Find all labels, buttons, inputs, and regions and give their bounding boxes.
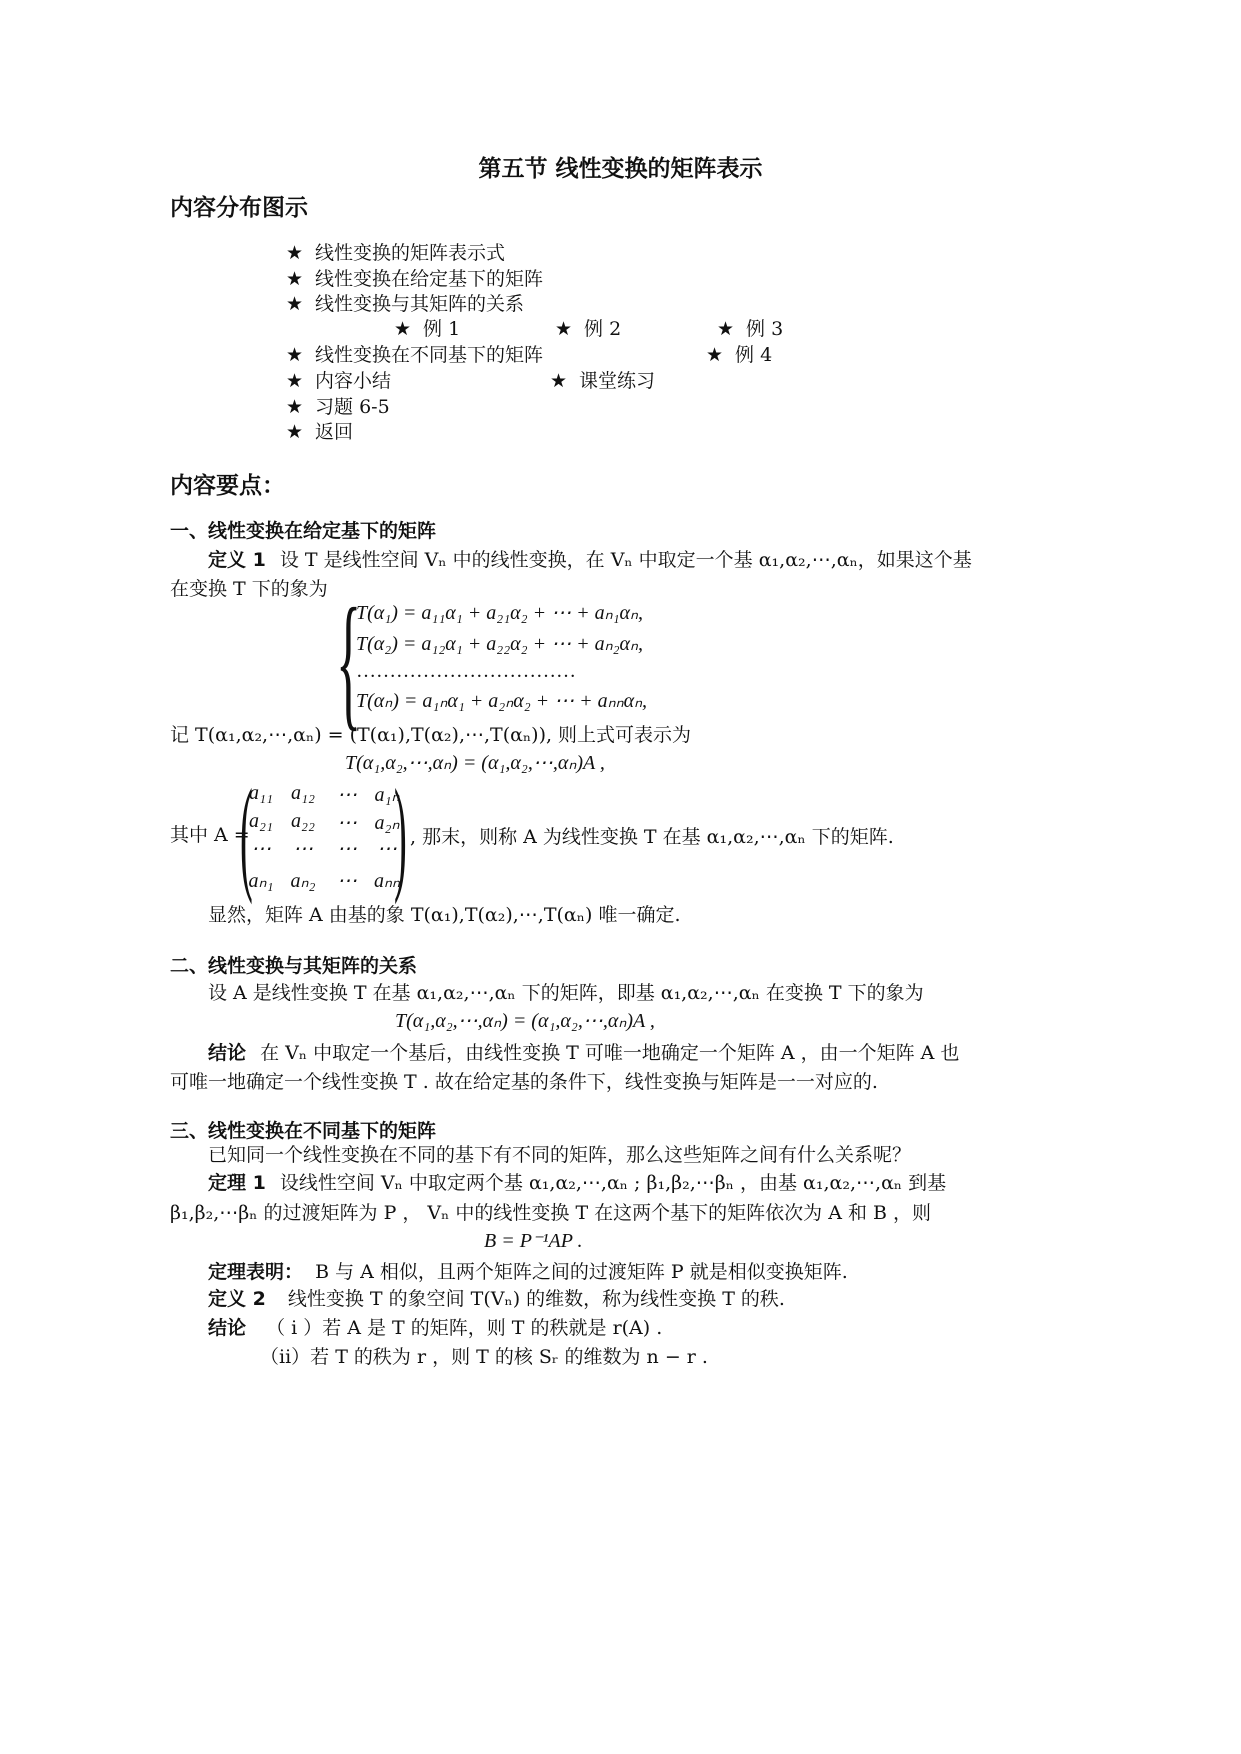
definition-2 — [208, 1284, 785, 1311]
conclusion-1 — [208, 1038, 959, 1065]
matrix-cell: ⋯ — [337, 838, 357, 860]
matrix-suffix: , 那末，则称 A 为线性变换 T 在基 α₁,α₂,⋯,αₙ 下的矩阵. — [410, 826, 894, 848]
nav-transform-matrix-relation[interactable] — [286, 289, 524, 316]
similarity-equation: B = P⁻¹AP . — [484, 1230, 583, 1252]
nav-label: 返回 — [315, 421, 354, 443]
matrix-cell: ⋯ — [337, 870, 357, 892]
nav-label: 例 2 — [584, 318, 622, 340]
conclusion-2 — [208, 1313, 662, 1340]
section-3-intro: 已知同一个线性变换在不同的基下有不同的矩阵，那么这些矩阵之间有什么关系呢？ — [208, 1144, 912, 1166]
theorem-1 — [208, 1168, 946, 1195]
matrix-cell: a₂₁ — [249, 810, 273, 832]
star-icon: ★ — [706, 344, 724, 366]
matrix-cell: aₙ₂ — [290, 870, 316, 892]
matrix-right-paren: ) — [394, 763, 407, 905]
section-1-heading: 一、线性变换在给定基下的矩阵 — [170, 520, 437, 542]
nav-label: 例 1 — [423, 318, 461, 340]
matrix-cell: aₙₙ — [374, 870, 400, 892]
theorem-1-text: 设线性空间 Vₙ 中取定两个基 α₁,α₂,⋯,αₙ ; β₁,β₂,⋯βₙ ，由基 α₁,α₂,⋯,αₙ 到基 — [279, 1172, 947, 1194]
conclusion-continued: 可唯一地确定一个线性变换 T . 故在给定基的条件下，线性变换与矩阵是一一对应的. — [170, 1071, 878, 1093]
definition-1-label: 定义 1 — [208, 549, 266, 571]
conclusion-item-i: （ i ）若 A 是 T 的矩阵，则 T 的秩就是 r(A) . — [266, 1317, 663, 1339]
section-3-heading: 三、线性变换在不同基下的矩阵 — [170, 1120, 437, 1142]
definition-1 — [208, 545, 972, 572]
section-2-equation: T(α₁,α₂,⋯,αₙ) = (α₁,α₂,⋯,αₙ)A , — [395, 1010, 655, 1032]
section-2-text: 设 A 是线性变换 T 在基 α₁,α₂,⋯,αₙ 下的矩阵，即基 α₁,α₂,⋯,αₙ 在变换 T 下的象为 — [208, 982, 924, 1004]
matrix-cell: ⋯ — [251, 838, 271, 860]
star-icon: ★ — [286, 242, 304, 264]
conclusion-label: 结论 — [208, 1317, 247, 1339]
nav-example-2[interactable] — [555, 314, 621, 341]
matrix-cell: ⋯ — [293, 838, 313, 860]
outline-heading: 内容分布图示 — [170, 195, 308, 221]
matrix-equation: T(α₁,α₂,⋯,αₙ) = (α₁,α₂,⋯,αₙ)A , — [345, 752, 605, 774]
nav-label: 内容小结 — [315, 370, 392, 392]
nav-back[interactable] — [286, 417, 353, 444]
star-icon: ★ — [550, 370, 568, 392]
nav-matrix-different-basis[interactable] — [286, 340, 543, 367]
matrix-cell: a₂₂ — [291, 810, 315, 832]
theorem-shows-text: B 与 A 相似，且两个矩阵之间的过渡矩阵 P 就是相似变换矩阵. — [315, 1261, 848, 1283]
definition-1-text: 设 T 是线性空间 Vₙ 中的线性变换，在 Vₙ 中取定一个基 α₁,α₂,⋯,αₙ，如果这个基 — [279, 549, 972, 571]
star-icon: ★ — [286, 370, 304, 392]
star-icon: ★ — [286, 293, 304, 315]
left-brace: { — [336, 578, 362, 744]
conclusion-label: 结论 — [208, 1042, 247, 1064]
obvious-note: 显然，矩阵 A 由基的象 T(α₁),T(α₂),⋯,T(αₙ) 唯一确定. — [208, 904, 681, 926]
nav-class-exercise[interactable] — [550, 366, 655, 393]
star-icon: ★ — [286, 396, 304, 418]
theorem-shows — [208, 1257, 848, 1284]
definition-2-label: 定义 2 — [208, 1288, 266, 1310]
equation-system-row: …………………………… — [356, 660, 576, 682]
nav-label: 例 3 — [746, 318, 784, 340]
matrix-cell: ⋯ — [377, 838, 397, 860]
equation-system-row: T(α₂) = a₁₂α₁ + a₂₂α₂ + ⋯ + aₙ₂αₙ, — [356, 633, 643, 655]
theorem-1-label: 定理 1 — [208, 1172, 266, 1194]
nav-matrix-under-basis[interactable] — [286, 264, 543, 291]
nav-label: 线性变换在不同基下的矩阵 — [315, 344, 544, 366]
nav-label: 课堂练习 — [579, 370, 656, 392]
nav-label: 例 4 — [735, 344, 773, 366]
page-title: 第五节 线性变换的矩阵表示 — [478, 156, 763, 182]
matrix-cell: a₁ₙ — [374, 784, 400, 806]
matrix-cell: a₂ₙ — [374, 812, 400, 834]
nav-example-1[interactable] — [394, 314, 460, 341]
star-icon: ★ — [286, 268, 304, 290]
theorem-1-continued: β₁,β₂,⋯βₙ 的过渡矩阵为 P ， Vₙ 中的线性变换 T 在这两个基下的矩阵依次为 A 和 B ，则 — [170, 1202, 932, 1224]
nav-example-4[interactable] — [706, 340, 772, 367]
matrix-left-paren: ( — [240, 763, 253, 905]
key-points-heading: 内容要点： — [170, 473, 285, 499]
definition-2-text: 线性变换 T 的象空间 T(Vₙ) 的维数，称为线性变换 T 的秩. — [287, 1288, 785, 1310]
nav-label: 线性变换的矩阵表示式 — [315, 242, 506, 264]
nav-example-3[interactable] — [717, 314, 783, 341]
nav-label: 线性变换与其矩阵的关系 — [315, 293, 525, 315]
nav-matrix-representation[interactable] — [286, 238, 505, 265]
nav-label: 习题 6-5 — [315, 396, 390, 418]
matrix-cell: aₙ₁ — [248, 870, 274, 892]
notation-line: 记 T(α₁,α₂,⋯,αₙ) = (T(α₁),T(α₂),⋯,T(αₙ)), 则上式可表示为 — [170, 724, 692, 746]
star-icon: ★ — [717, 318, 735, 340]
matrix-cell: ⋯ — [337, 784, 357, 806]
section-2-heading: 二、线性变换与其矩阵的关系 — [170, 955, 418, 977]
matrix-cell: ⋯ — [337, 812, 357, 834]
nav-exercises[interactable] — [286, 392, 390, 419]
matrix-prefix: 其中 A = — [170, 824, 250, 846]
theorem-shows-label: 定理表明： — [208, 1261, 304, 1283]
star-icon: ★ — [555, 318, 573, 340]
definition-1-continued: 在变换 T 下的象为 — [170, 578, 328, 600]
star-icon: ★ — [286, 421, 304, 443]
conclusion-item-ii: （ii）若 T 的秩为 r ，则 T 的核 Sᵣ 的维数为 n − r . — [260, 1346, 708, 1368]
matrix-a — [248, 782, 408, 898]
nav-label: 线性变换在给定基下的矩阵 — [315, 268, 544, 290]
equation-system-row: T(αₙ) = a₁ₙα₁ + a₂ₙα₂ + ⋯ + aₙₙαₙ, — [356, 690, 648, 712]
star-icon: ★ — [394, 318, 412, 340]
star-icon: ★ — [286, 344, 304, 366]
conclusion-text: 在 Vₙ 中取定一个基后，由线性变换 T 可唯一地确定一个矩阵 A ，由一个矩阵 A 也 — [260, 1042, 960, 1064]
equation-system-row: T(α₁) = a₁₁α₁ + a₂₁α₂ + ⋯ + aₙ₁αₙ, — [356, 602, 643, 624]
matrix-cell: a₁₂ — [291, 782, 315, 804]
nav-summary[interactable] — [286, 366, 391, 393]
matrix-cell: a₁₁ — [249, 782, 273, 804]
